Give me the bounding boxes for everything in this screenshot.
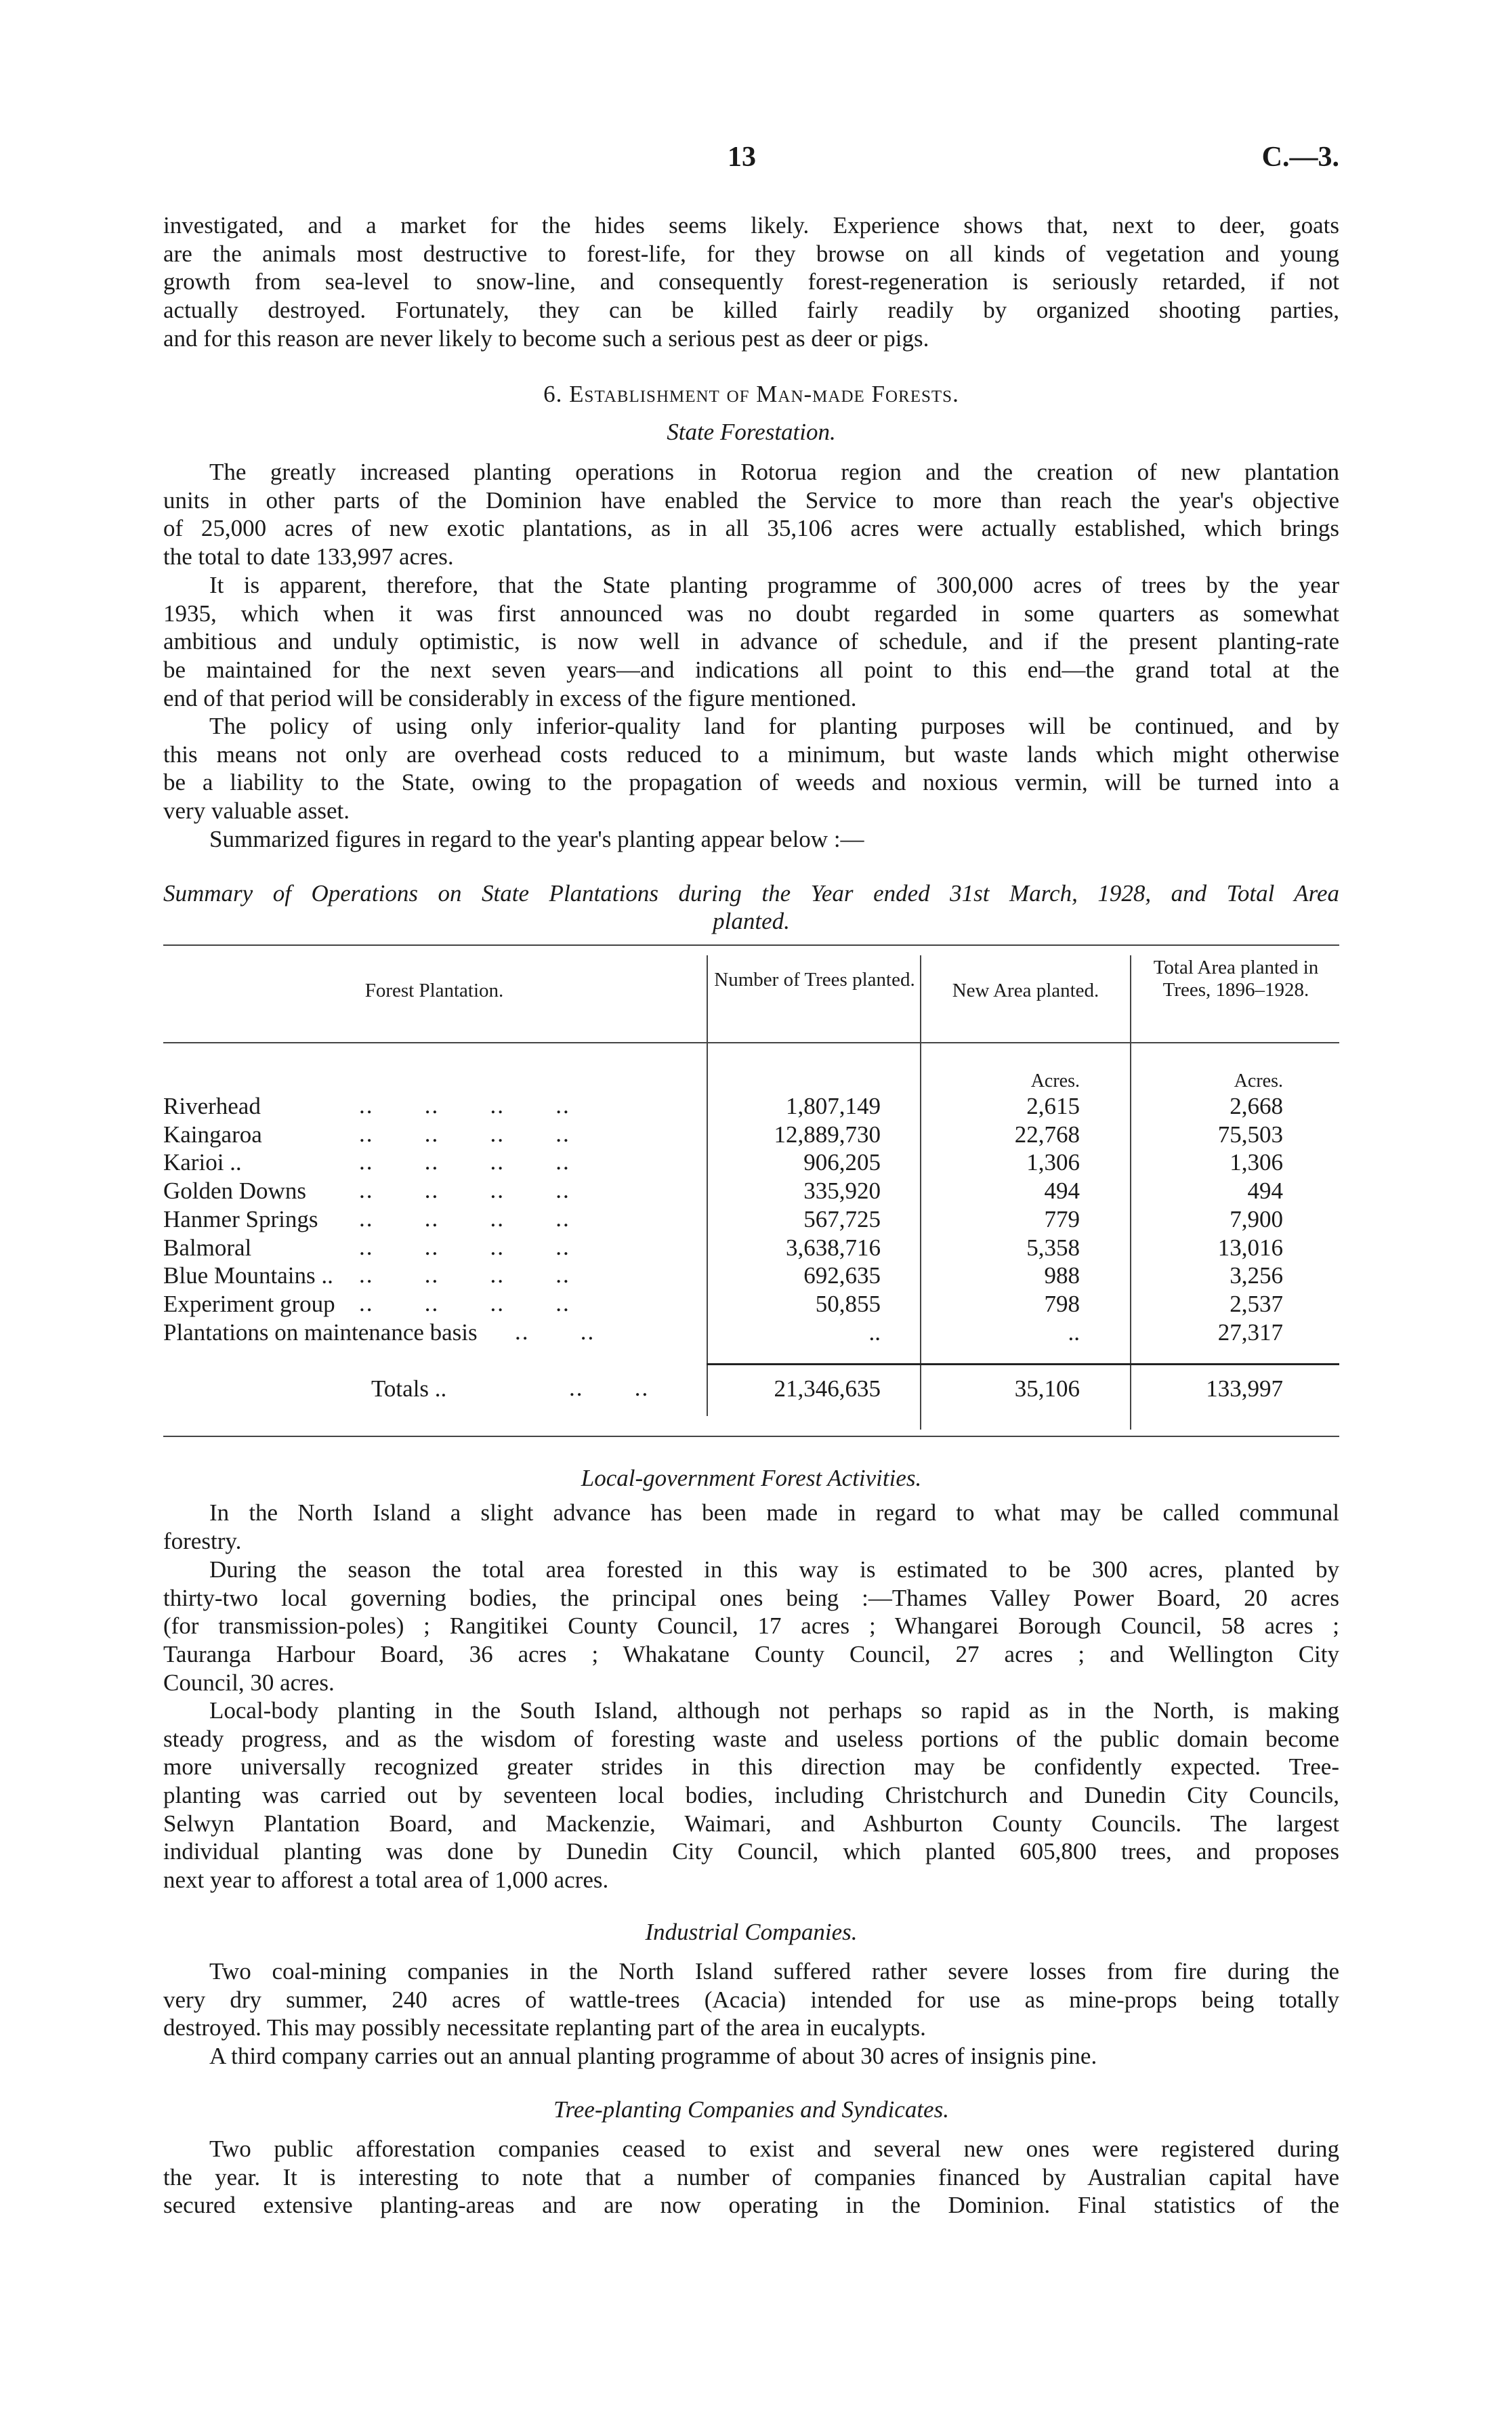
- text-line: next year to afforest a total area of 1,000 acres.: [163, 1867, 609, 1894]
- text-line: The greatly increased planting operations in Rotorua region and the creation of new plantation: [209, 459, 1339, 485]
- leader-dots: .. .. .. ..: [359, 1120, 570, 1147]
- row-new-area: 779: [1044, 1205, 1080, 1232]
- text-line: be maintained for the next seven years—and indications all point to this end—the grand total at the: [163, 657, 1339, 684]
- paragraph-syndicates-1: [163, 2135, 1339, 2220]
- text-line: A third company carries out an annual planting programme of about 30 acres of insignis pine.: [209, 2043, 1097, 2069]
- row-new-area: 798: [1044, 1290, 1080, 1317]
- paragraph-local-2: [163, 1556, 1339, 1697]
- section-heading: 6. Establishment of Man-made Forests.: [543, 381, 959, 407]
- row-total-area: 13,016: [1217, 1234, 1283, 1261]
- text-line: ambitious and unduly optimistic, is now well in advance of schedule, and if the present planting-rate: [163, 628, 1339, 655]
- row-plantation-name: Plantations on maintenance basis: [163, 1318, 478, 1346]
- row-total-area: 3,256: [1230, 1262, 1283, 1289]
- text-line: 1935, which when it was first announced was no doubt regarded in some quarters as somewhat: [163, 600, 1339, 627]
- text-line: very dry summer, 240 acres of wattle-trees (Acacia) intended for use as mine-props being totally: [163, 1986, 1339, 2013]
- row-plantation-name: Kaingaroa: [163, 1121, 262, 1148]
- row-total-area: 75,503: [1217, 1121, 1283, 1148]
- caption-line-2: planted.: [713, 908, 790, 934]
- row-trees-planted: 3,638,716: [786, 1234, 881, 1261]
- row-new-area: 494: [1044, 1178, 1080, 1205]
- text-line: very valuable asset.: [163, 797, 350, 825]
- text-line: end of that period will be considerably in excess of the figure mentioned.: [163, 684, 857, 711]
- table-top-rule: [163, 944, 1339, 946]
- column-divider: [1130, 955, 1131, 1430]
- text-line: are the animals most destructive to forest-life, for they browse on all kinds of vegetation and young: [163, 240, 1339, 267]
- row-plantation-name: Riverhead: [163, 1093, 261, 1119]
- row-new-area: 1,306: [1026, 1149, 1080, 1176]
- text-line: (for transmission-poles) ; Rangitikei County Council, 17 acres ; Whangarei Borough Council, 58 acres ;: [163, 1613, 1339, 1640]
- row-total-area: 494: [1247, 1178, 1283, 1205]
- row-total-area: 27,317: [1217, 1318, 1283, 1346]
- text-line: the total to date 133,997 acres.: [163, 543, 454, 570]
- text-line: destroyed. This may possibly necessitate replanting part of the area in eucalypts.: [163, 2014, 926, 2041]
- header-forest-plantation: Forest Plantation.: [364, 980, 504, 1001]
- text-line: of 25,000 acres of new exotic plantations, as in all 35,106 acres were actually established, which brings: [163, 515, 1339, 542]
- text-line: this means not only are overhead costs reduced to a minimum, but waste lands which might otherwise: [163, 741, 1339, 768]
- table-bottom-rule: [163, 1436, 1339, 1437]
- row-plantation-name: Balmoral: [163, 1234, 252, 1261]
- text-line: be a liability to the State, owing to the propagation of weeds and noxious vermin, will be turned into a: [163, 769, 1339, 796]
- totals-label: Totals ..: [371, 1375, 447, 1402]
- leader-dots: .. .. .. ..: [359, 1233, 570, 1260]
- row-plantation-name: Hanmer Springs: [163, 1205, 318, 1232]
- unit-total-area: Acres.: [1234, 1070, 1283, 1091]
- text-line: more universally recognized greater strides in this direction may be confidently expected. Tree-: [163, 1753, 1339, 1781]
- text-line: Local-body planting in the South Island, although not perhaps so rapid as in the North, is making: [209, 1697, 1339, 1724]
- leader-dots: .. .. .. ..: [359, 1289, 570, 1316]
- row-trees-planted: 50,855: [815, 1290, 881, 1317]
- text-line: Selwyn Plantation Board, and Mackenzie, Waimari, and Ashburton County Councils. The largest: [163, 1810, 1339, 1837]
- text-line: actually destroyed. Fortunately, they can be killed fairly readily by organized shooting parties,: [163, 297, 1339, 324]
- text-line: thirty-two local governing bodies, the principal ones being :—Thames Valley Power Board, 20 acres: [163, 1584, 1339, 1611]
- totals-trees: 21,346,635: [774, 1375, 881, 1402]
- leader-dots: .. .. .. ..: [359, 1092, 570, 1119]
- text-line: In the North Island a slight advance has been made in regard to what may be called communal: [209, 1499, 1339, 1526]
- totals-rule: [707, 1363, 1339, 1365]
- row-plantation-name: Golden Downs: [163, 1178, 306, 1205]
- text-line: units in other parts of the Dominion have enabled the Service to more than reach the year's objective: [163, 486, 1339, 514]
- text-line: individual planting was done by Dunedin City Council, which planted 605,800 trees, and proposes: [163, 1838, 1339, 1865]
- totals-new-area: 35,106: [1014, 1375, 1080, 1402]
- row-trees-planted: ..: [868, 1318, 881, 1346]
- paragraph-industrial-1: [163, 1957, 1339, 2042]
- unit-new-area: Acres.: [1030, 1070, 1080, 1091]
- leader-dots: .. ..: [569, 1375, 650, 1401]
- text-line: steady progress, and as the wisdom of foresting waste and useless portions of the public domain become: [163, 1725, 1339, 1752]
- text-line: It is apparent, therefore, that the State planting programme of 300,000 acres of trees by the year: [209, 572, 1339, 598]
- text-line: Two coal-mining companies in the North Island suffered rather severe losses from fire during the: [209, 1958, 1339, 1984]
- row-trees-planted: 567,725: [803, 1205, 881, 1232]
- row-plantation-name: Blue Mountains ..: [163, 1262, 333, 1289]
- text-line: planting was carried out by seventeen local bodies, including Christchurch and Dunedin City Councils,: [163, 1782, 1339, 1809]
- subheading-local-government: Local-government Forest Activities.: [581, 1465, 922, 1491]
- paragraph-goats: [163, 211, 1339, 352]
- row-new-area: 988: [1044, 1262, 1080, 1289]
- header-total-area: Total Area planted in Trees, 1896–1928.: [1153, 957, 1319, 1001]
- row-new-area: 5,358: [1026, 1234, 1080, 1261]
- text-line: Two public afforestation companies ceased to exist and several new ones were registered during: [209, 2136, 1339, 2162]
- header-new-area: New Area planted.: [952, 980, 1099, 1001]
- page-number: 13: [728, 142, 756, 173]
- row-trees-planted: 1,807,149: [786, 1093, 881, 1119]
- table-caption: [163, 879, 1339, 935]
- text-line: forestry.: [163, 1527, 242, 1554]
- text-line: Tauranga Harbour Board, 36 acres ; Whakatane County Council, 27 acres ; and Wellington City: [163, 1641, 1339, 1668]
- row-total-area: 2,668: [1230, 1093, 1283, 1119]
- paragraph-state-4: [163, 825, 1339, 854]
- totals-total-area: 133,997: [1206, 1375, 1283, 1402]
- row-plantation-name: Karioi ..: [163, 1149, 242, 1176]
- paragraph-state-3: [163, 712, 1339, 825]
- leader-dots: .. ..: [515, 1318, 595, 1345]
- row-new-area: 2,615: [1026, 1093, 1080, 1119]
- row-new-area: ..: [1068, 1318, 1080, 1346]
- row-trees-planted: 906,205: [803, 1149, 881, 1176]
- text-line: growth from sea-level to snow-line, and consequently forest-regeneration is seriously retarded, if not: [163, 268, 1339, 295]
- leader-dots: .. .. .. ..: [359, 1148, 570, 1176]
- text-line: and for this reason are never likely to become such a serious pest as deer or pigs.: [163, 325, 929, 352]
- leader-dots: .. .. .. ..: [359, 1262, 570, 1289]
- leader-dots: .. .. .. ..: [359, 1205, 570, 1232]
- column-divider: [920, 955, 921, 1430]
- row-total-area: 7,900: [1230, 1205, 1283, 1232]
- paragraph-industrial-2: [163, 2042, 1339, 2071]
- paragraph-local-3: [163, 1697, 1339, 1894]
- text-line: secured extensive planting-areas and are now operating in the Dominion. Final statistics of the: [163, 2192, 1339, 2219]
- row-trees-planted: 692,635: [803, 1262, 881, 1289]
- column-divider: [707, 955, 708, 1416]
- subheading-industrial: Industrial Companies.: [645, 1919, 858, 1945]
- text-line: Council, 30 acres.: [163, 1669, 335, 1696]
- text-line: The policy of using only inferior-quality land for planting purposes will be continued, and by: [209, 713, 1339, 739]
- text-line: the year. It is interesting to note that a number of companies financed by Australian capital have: [163, 2163, 1339, 2190]
- row-total-area: 2,537: [1230, 1290, 1283, 1317]
- caption-line-1: Summary of Operations on State Plantations during the Year ended 31st March, 1928, and Total Area: [163, 880, 1339, 907]
- subheading-state-forestation: State Forestation.: [667, 419, 836, 445]
- text-line: investigated, and a market for the hides seems likely. Experience shows that, next to deer, goats: [163, 212, 1339, 238]
- document-series: C.—3.: [1261, 142, 1339, 173]
- row-plantation-name: Experiment group: [163, 1290, 335, 1317]
- header-number-of-trees: Number of Trees planted.: [714, 969, 915, 991]
- row-trees-planted: 12,889,730: [774, 1121, 881, 1148]
- row-total-area: 1,306: [1230, 1149, 1283, 1176]
- paragraph-local-1: [163, 1499, 1339, 1555]
- row-trees-planted: 335,920: [803, 1178, 881, 1205]
- paragraph-state-1: [163, 458, 1339, 571]
- subheading-syndicates: Tree-planting Companies and Syndicates.: [553, 2096, 949, 2123]
- row-new-area: 22,768: [1014, 1121, 1080, 1148]
- paragraph-state-2: [163, 571, 1339, 712]
- header-bottom-rule: [163, 1042, 1339, 1043]
- leader-dots: .. .. .. ..: [359, 1177, 570, 1204]
- text-line: During the season the total area forested in this way is estimated to be 300 acres, planted by: [209, 1556, 1339, 1583]
- text-line: Summarized figures in regard to the year's planting appear below :—: [209, 826, 864, 852]
